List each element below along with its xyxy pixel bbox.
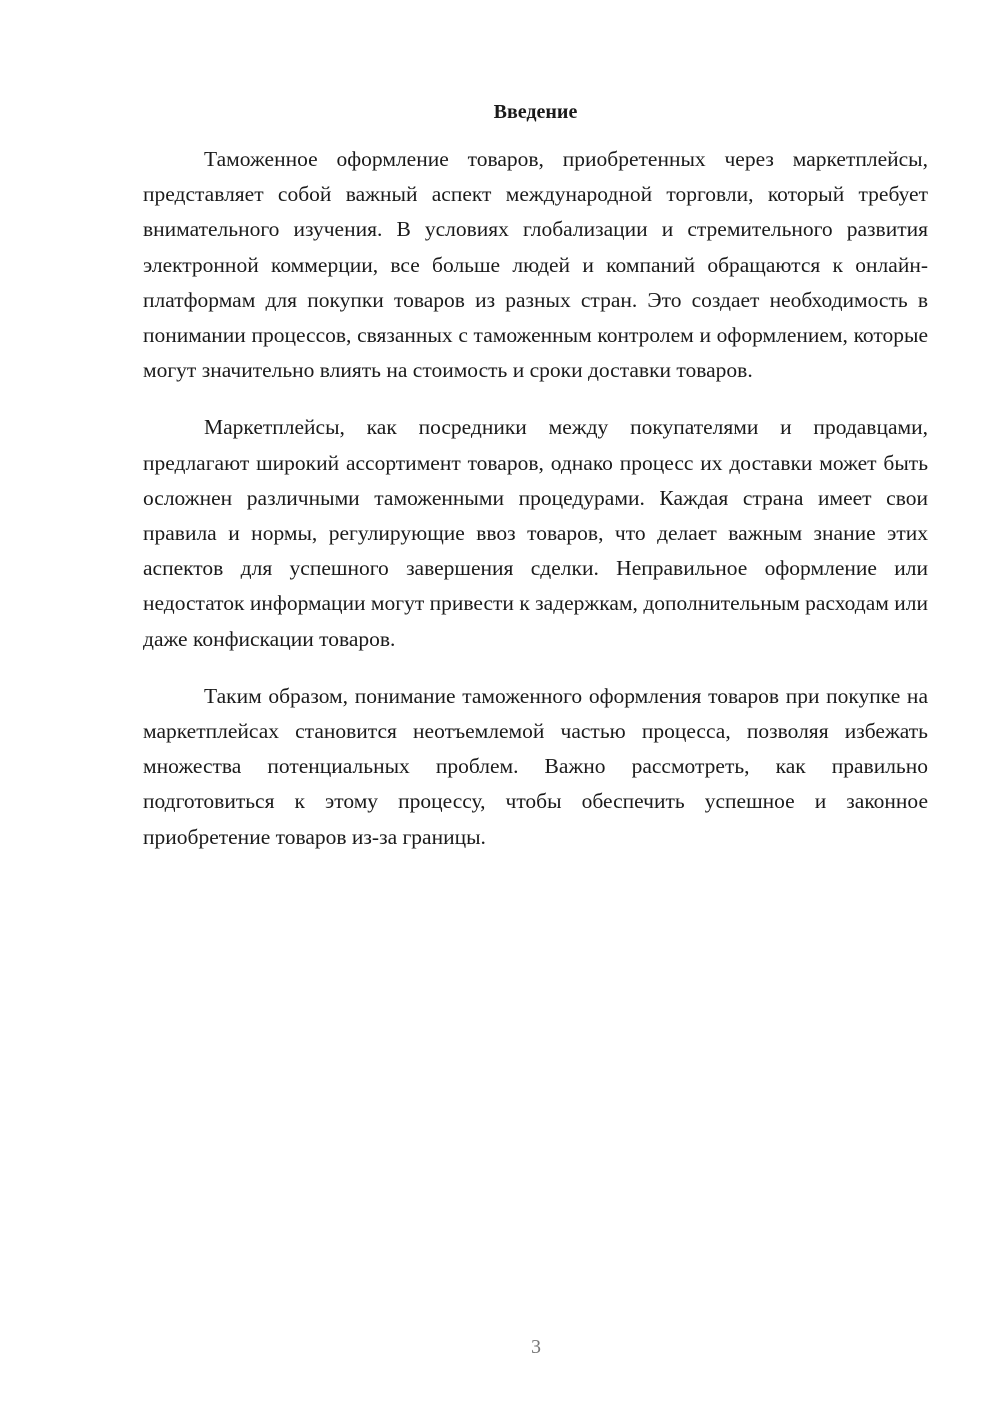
paragraph-2: Маркетплейсы, как посредники между покупателями и продавцами, предлагают широкий ассортимент товаров, однако процесс их доставки может быть осложнен различными таможенными процедурами. Каждая страна имеет свои правила и нормы, регулирующие ввоз товаров, что делает важным знание этих аспектов для успешного завершения сделки. Неправильное оформление или недостаток информации могут привести к задержкам, дополнительным расходам или даже конфискации товаров. [143, 415, 928, 651]
section-heading: Введение [493, 101, 578, 123]
paragraph-3: Таким образом, понимание таможенного оформления товаров при покупке на маркетплейсах становится неотъемлемой частью процесса, позволяя избежать множества потенциальных проблем. Важно рассмотреть, как правильно подготовиться к этому процессу, чтобы обеспечить успешное и законное приобретение товаров из-за границы. [143, 683, 928, 849]
page-number: 3 [531, 1336, 541, 1358]
paragraph-1: Таможенное оформление товаров, приобретенных через маркетплейсы, представляет собой важный аспект международной торговли, который требует внимательного изучения. В условиях глобализации и стремительного развития электронной коммерции, все больше людей и компаний обращаются к онлайн-платформам для покупки товаров из разных стран. Это создает необходимость в понимании процессов, связанных с таможенным контролем и оформлением, которые могут значительно влиять на стоимость и сроки доставки товаров. [143, 147, 928, 383]
body-text [143, 142, 928, 877]
